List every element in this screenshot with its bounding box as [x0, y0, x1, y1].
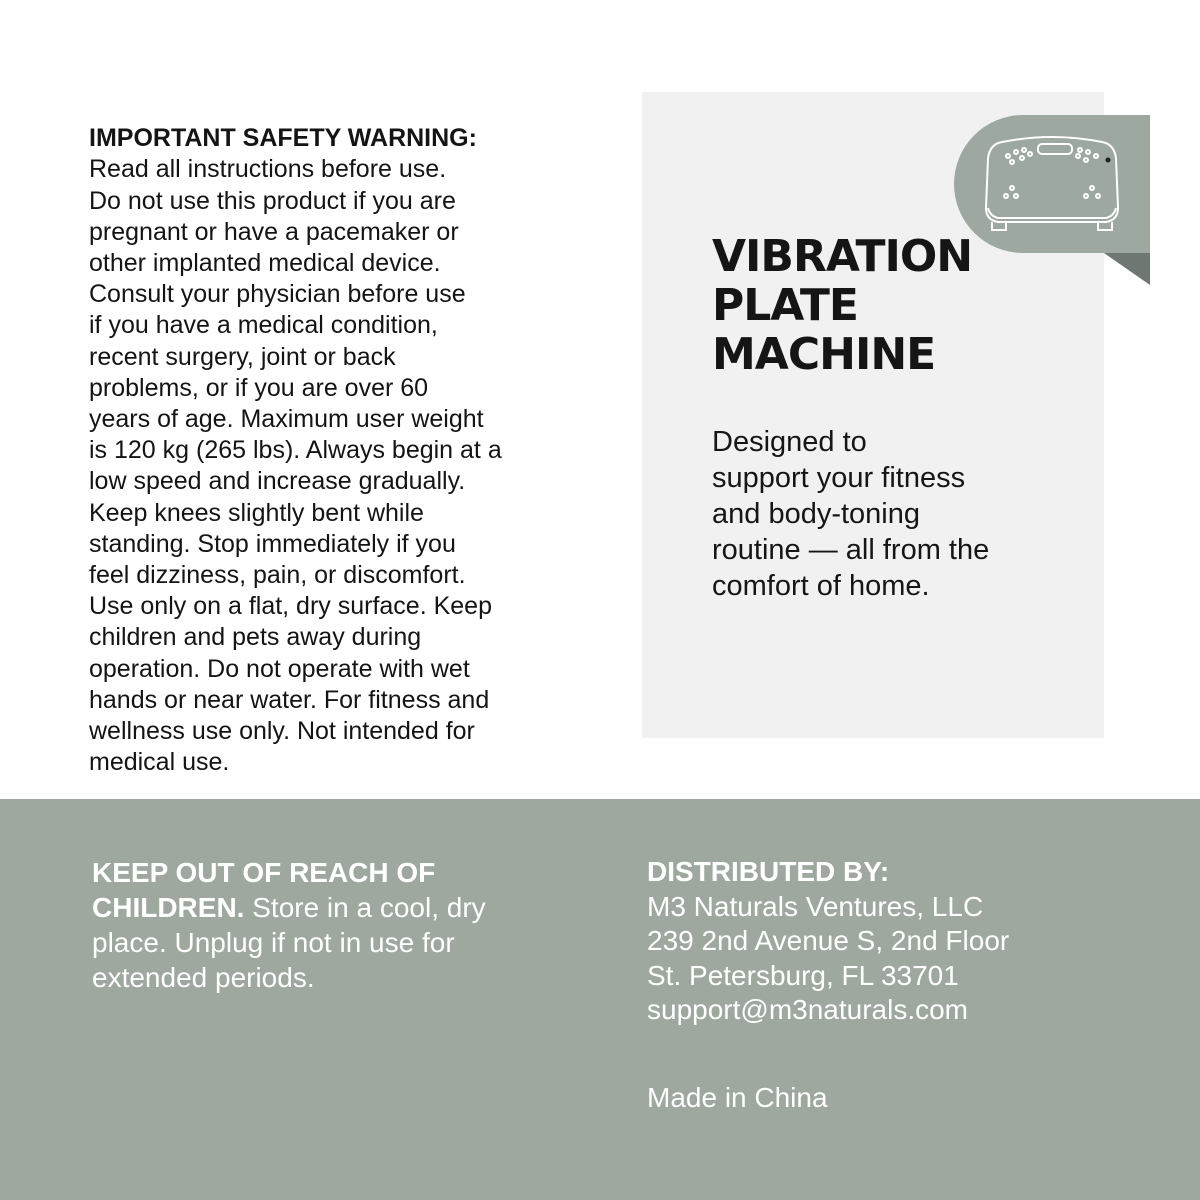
storage-notice: [92, 855, 532, 995]
distributor-block: [647, 855, 1087, 1028]
distributed-by-heading: DISTRIBUTED BY:: [647, 856, 890, 887]
product-description: Designed to support your fitness and body-toning routine — all from the comfort of home.: [712, 426, 990, 602]
vibration-plate-icon: [982, 130, 1122, 240]
address-line: St. Petersburg, FL 33701: [647, 959, 959, 991]
support-email: support@m3naturals.com: [647, 994, 969, 1025]
address-line: 239 2nd Avenue S, 2nd Floor: [647, 925, 1010, 956]
safety-warning-body: Read all instructions before use. Do not use this product if you are pregnant or have a pacemaker or other implanted medical device. Consult your physician before use if you have a medical condition, recent surgery, joint or back problems, or if you are over 60 years of age. Maximum user weight is 120 kg (265 lbs). Always begin at a low speed and increase gradually. Keep knees slightly bent while standing. Stop immediately if you feel dizziness, pain, or discomfort. Use only on a flat, dry surface. Keep children and pets away during operation. Do not operate with wet hands or near water. For fitness and wellness use only. Not intended for medical use.: [89, 155, 502, 777]
storage-text: Store in a cool, dry place. Unplug if not in use for extended periods.: [92, 892, 486, 993]
country-of-origin: Made in China: [647, 1082, 828, 1113]
product-title: [712, 232, 1072, 379]
title-line: MACHINE: [712, 329, 936, 380]
tab-fold: [1104, 253, 1150, 285]
safety-warning: [89, 92, 569, 778]
keep-out-heading: KEEP OUT OF REACH OF CHILDREN.: [92, 857, 436, 923]
safety-warning-heading: IMPORTANT SAFETY WARNING:: [89, 124, 477, 153]
title-line: PLATE: [712, 280, 858, 331]
footer-band: [0, 799, 1200, 1200]
title-line: VIBRATION: [712, 231, 973, 282]
company-name: M3 Naturals Ventures, LLC: [647, 890, 984, 922]
